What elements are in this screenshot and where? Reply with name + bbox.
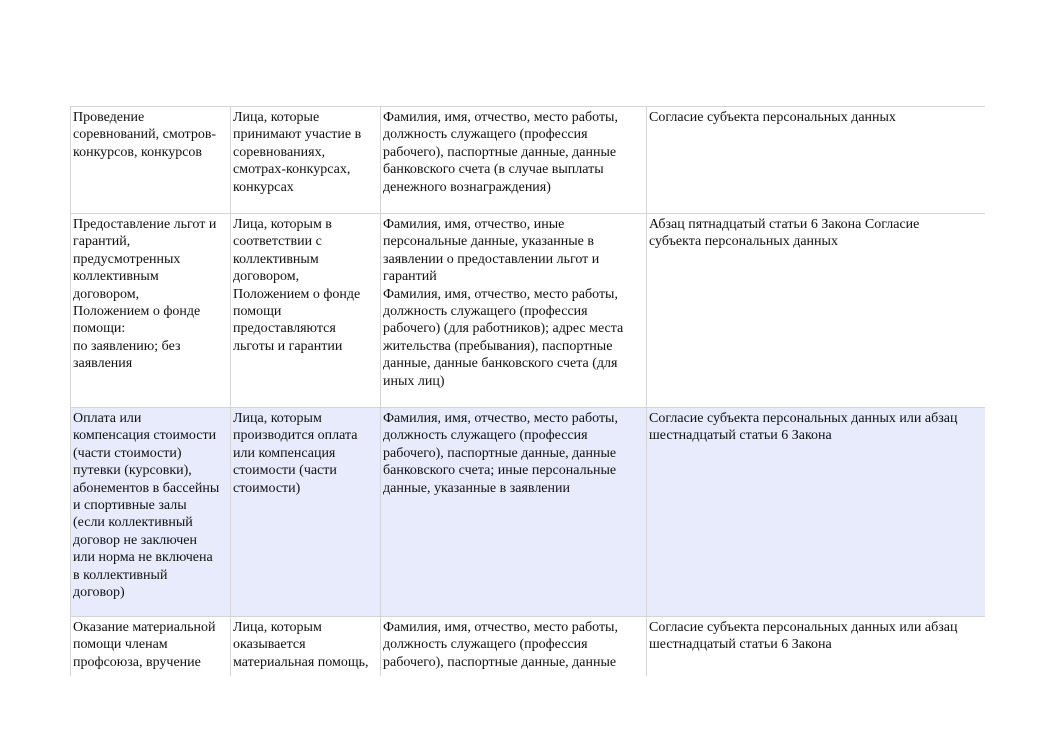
document-page	[70, 106, 985, 676]
legal-basis-cell: Абзац пятнадцатый статьи 6 Закона Согласие субъекта персональных данных	[647, 214, 986, 408]
table-row	[71, 408, 986, 617]
table-row	[71, 107, 986, 214]
purpose-cell: Оказание материальной помощи членам профсоюза, вручение	[71, 617, 231, 677]
purpose-cell: Проведение соревнований, смотров- конкурсов, конкурсов	[71, 107, 231, 214]
data-list-cell: Фамилия, имя, отчество, место работы, должность служащего (профессия рабочего), паспортные данные, данные банковского счета; иные персональные данные, указанные в заявлении	[381, 408, 647, 617]
data-list-cell: Фамилия, имя, отчество, место работы, должность служащего (профессия рабочего), паспортные данные, данные	[381, 617, 647, 677]
table-row	[71, 214, 986, 408]
personal-data-table	[70, 106, 985, 676]
data-list-cell: Фамилия, имя, отчество, иные персональные данные, указанные в заявлении о предоставлении льгот и гарантий Фамилия, имя, отчество, место работы, должность служащего (профессия рабочего) (для работников); адрес места жительства (пребывания), паспортные данные, данные банковского счета (для иных лиц)	[381, 214, 647, 408]
legal-basis-cell: Согласие субъекта персональных данных или абзац шестнадцатый статьи 6 Закона	[647, 617, 986, 677]
subjects-cell: Лица, которым оказывается материальная помощь,	[231, 617, 381, 677]
data-list-cell: Фамилия, имя, отчество, место работы, должность служащего (профессия рабочего), паспортные данные, данные банковского счета (в случае выплаты денежного вознаграждения)	[381, 107, 647, 214]
purpose-cell: Предоставление льгот и гарантий, предусмотренных коллективным договором, Положением о фонде помощи: по заявлению; без заявления	[71, 214, 231, 408]
table-row	[71, 617, 986, 677]
legal-basis-cell: Согласие субъекта персональных данных или абзац шестнадцатый статьи 6 Закона	[647, 408, 986, 617]
subjects-cell: Лица, которые принимают участие в соревнованиях, смотрах-конкурсах, конкурсах	[231, 107, 381, 214]
subjects-cell: Лица, которым производится оплата или компенсация стоимости (части стоимости)	[231, 408, 381, 617]
legal-basis-cell: Согласие субъекта персональных данных	[647, 107, 986, 214]
subjects-cell: Лица, которым в соответствии с коллективным договором, Положением о фонде помощи предоставляются льготы и гарантии	[231, 214, 381, 408]
purpose-cell: Оплата или компенсация стоимости (части стоимости) путевки (курсовки), абонементов в бассейны и спортивные залы (если коллективный договор не заключен или норма не включена в коллективный договор)	[71, 408, 231, 617]
